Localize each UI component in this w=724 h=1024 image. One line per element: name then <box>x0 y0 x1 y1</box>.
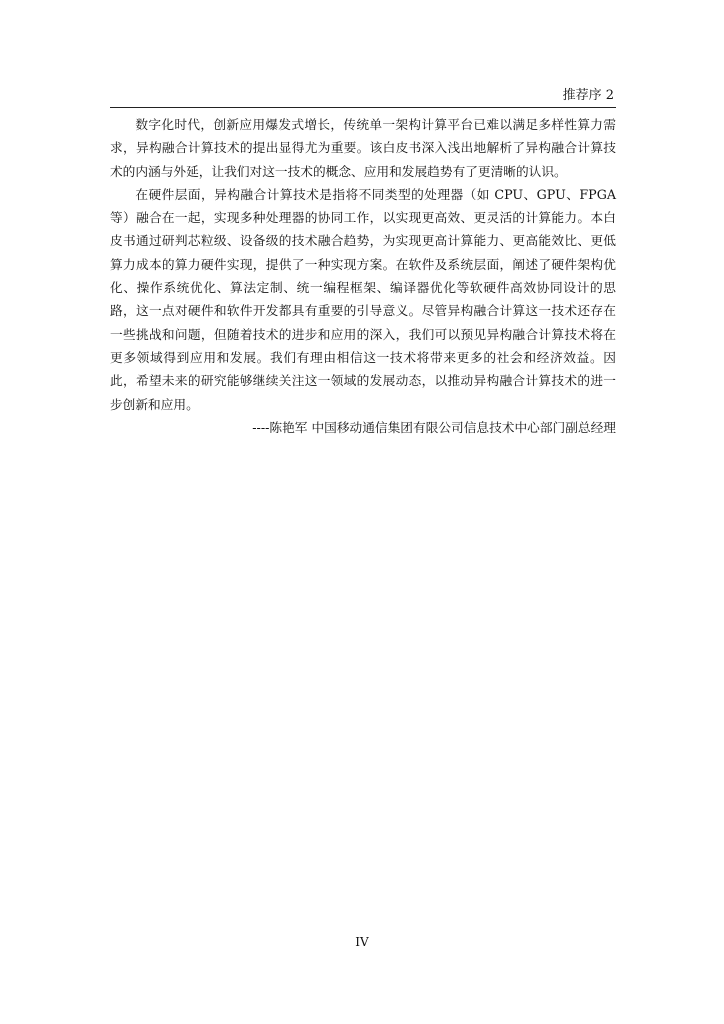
running-header: 推荐序 2 <box>562 88 614 103</box>
document-body <box>110 113 616 439</box>
author-signature: ----陈艳军 中国移动通信集团有限公司信息技术中心部门副总经理 <box>252 419 616 435</box>
header-divider <box>110 107 616 108</box>
paragraph-intro: 数字化时代，创新应用爆发式增长，传统单一架构计算平台已难以满足多样性算力需求，异构融合计算技术的提出显得尤为重要。该白皮书深入浅出地解析了异构融合计算技术的内涵与外延，让我们对这一技术的概念、应用和发展趋势有了更清晰的认识。 <box>110 117 616 179</box>
page-number: IV <box>355 935 369 949</box>
paragraph-hardware-software: 在硬件层面，异构融合计算技术是指将不同类型的处理器（如 CPU、GPU、FPGA 等）融合在一起，实现多种处理器的协同工作，以实现更高效、更灵活的计算能力。本白皮书通过研判芯粒级、设备级的技术融合趋势，为实现更高计算能力、更高能效比、更低算力成本的算力硬件实现，提供了一种实现方案。在软件及系统层面，阐述了硬件架构优化、操作系统优化、算法定制、统一编程框架、编译器优化等软硬件高效协同设计的思路，这一点对硬件和软件开发都具有重要的引导意义。尽管异构融合计算这一技术还存在一些挑战和问题，但随着技术的进步和应用的深入，我们可以预见异构融合计算技术将在更多领域得到应用和发展。我们有理由相信这一技术将带来更多的社会和经济效益。因此，希望未来的研究能够继续关注这一领域的发展动态，以推动异构融合计算技术的进一步创新和应用。 <box>110 186 616 412</box>
